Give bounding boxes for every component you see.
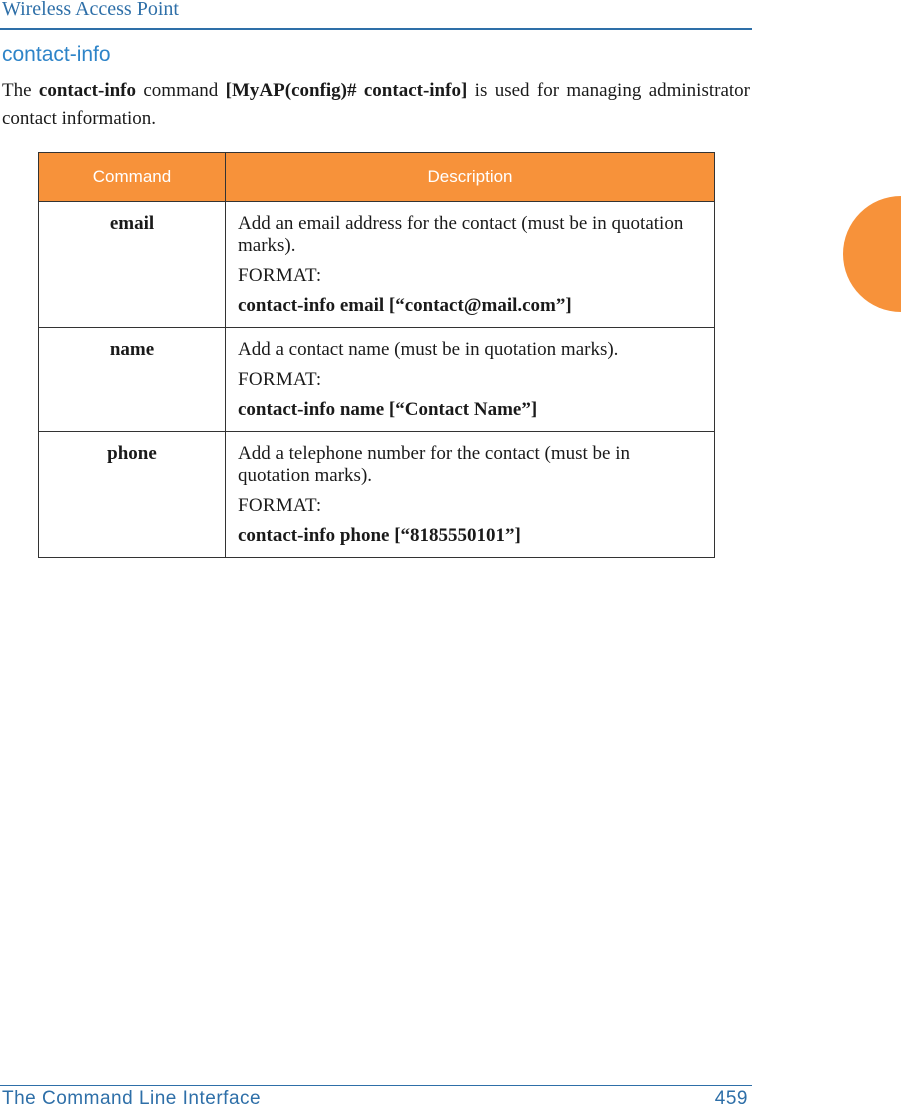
intro-text-1: The: [2, 80, 39, 101]
table-row: [39, 432, 715, 558]
intro-command-name: contact-info: [38, 80, 136, 101]
format-syntax: contact-info phone [“8185550101”]: [238, 525, 521, 546]
description-cell: [226, 432, 715, 558]
running-header: [0, 0, 752, 30]
format-syntax: contact-info name [“Contact Name”]: [238, 399, 538, 420]
command-cell: email: [39, 202, 226, 328]
table-row: [39, 328, 715, 432]
intro-text-3: is used for managing administrator contact information.: [2, 80, 750, 129]
section-title: contact-info: [2, 43, 111, 66]
chapter-tab-marker: [843, 196, 901, 312]
description-text: Add an email address for the contact (must be in quotation marks).: [238, 213, 684, 256]
header-title: Wireless Access Point: [2, 0, 179, 20]
format-label: FORMAT:: [238, 495, 322, 516]
command-cell: name: [39, 328, 226, 432]
intro-text-2: command: [136, 80, 226, 101]
header-description: Description: [226, 153, 715, 202]
page-number: 459: [714, 1088, 748, 1109]
running-footer: [0, 1085, 752, 1111]
intro-paragraph: [2, 77, 750, 133]
table-header-row: [39, 153, 715, 202]
table-row: [39, 202, 715, 328]
command-cell: phone: [39, 432, 226, 558]
description-text: Add a telephone number for the contact (must be in quotation marks).: [238, 443, 631, 486]
intro-command-syntax: [MyAP(config)# contact-info]: [225, 80, 468, 101]
format-label: FORMAT:: [238, 265, 322, 286]
header-command: Command: [39, 153, 226, 202]
format-syntax: contact-info email [“contact@mail.com”]: [238, 295, 572, 316]
command-table: [38, 152, 715, 558]
footer-chapter: The Command Line Interface: [2, 1088, 262, 1109]
description-cell: [226, 328, 715, 432]
format-label: FORMAT:: [238, 369, 322, 390]
description-text: Add a contact name (must be in quotation marks).: [238, 339, 619, 360]
description-cell: [226, 202, 715, 328]
